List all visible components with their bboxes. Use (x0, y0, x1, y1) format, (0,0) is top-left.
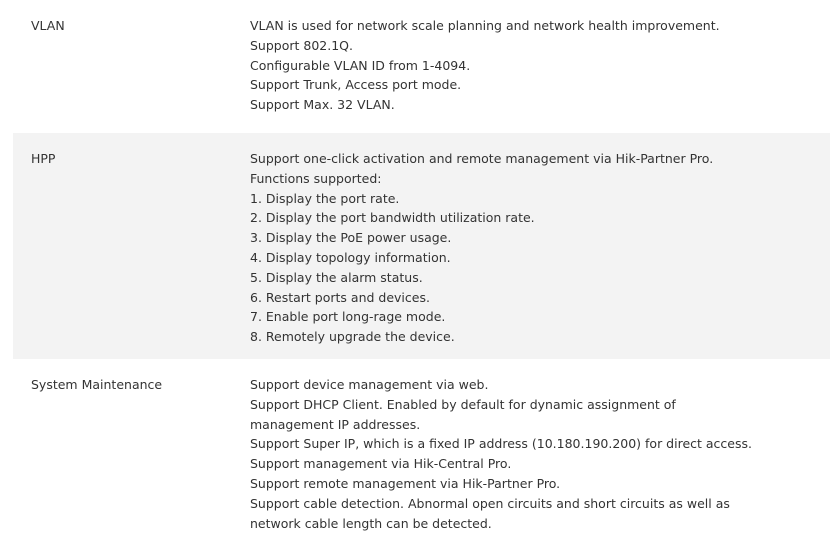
spec-line: 2. Display the port bandwidth utilization rate. (250, 210, 535, 226)
spec-line: Support 802.1Q. (250, 37, 353, 53)
spec-line: 8. Remotely upgrade the device. (250, 329, 455, 345)
spec-line: Support Super IP, which is a fixed IP address (10.180.190.200) for direct access. (250, 436, 752, 452)
spec-line: VLAN is used for network scale planning and network health improvement. (250, 18, 720, 33)
spec-line: Support remote management via Hik-Partner Pro. (250, 475, 561, 491)
spec-table (13, 0, 830, 540)
spec-line: Support Trunk, Access port mode. (250, 77, 462, 93)
spec-line: Configurable VLAN ID from 1-4094. (250, 57, 471, 73)
spec-line: Support DHCP Client. Enabled by default for dynamic assignment of management IP addresses. (250, 396, 676, 432)
spec-line: Support Max. 32 VLAN. (250, 97, 395, 113)
spec-line: 5. Display the alarm status. (250, 269, 423, 285)
spec-value (250, 149, 755, 345)
spec-line: Support device management via web. (250, 377, 489, 392)
spec-row-system-maintenance (13, 359, 830, 540)
spec-line: 3. Display the PoE power usage. (250, 230, 452, 246)
spec-label: VLAN (31, 18, 65, 33)
spec-line: Support management via Hik-Central Pro. (250, 456, 512, 472)
spec-line: 1. Display the port rate. (250, 190, 400, 206)
spec-line: 6. Restart ports and devices. (250, 289, 430, 305)
spec-label: HPP (31, 151, 56, 166)
spec-line: 4. Display topology information. (250, 249, 451, 265)
spec-value (250, 375, 755, 531)
spec-line: Support cable detection. Abnormal open circuits and short circuits as well as network cable length can be detected. (250, 495, 730, 531)
spec-line: 7. Enable port long-rage mode. (250, 309, 446, 325)
spec-line: Support one-click activation and remote management via Hik-Partner Pro. Functions supported: (250, 151, 714, 186)
spec-row-hpp (13, 133, 830, 359)
spec-row-vlan (13, 0, 830, 133)
spec-value (250, 16, 755, 113)
spec-label: System Maintenance (31, 377, 163, 392)
